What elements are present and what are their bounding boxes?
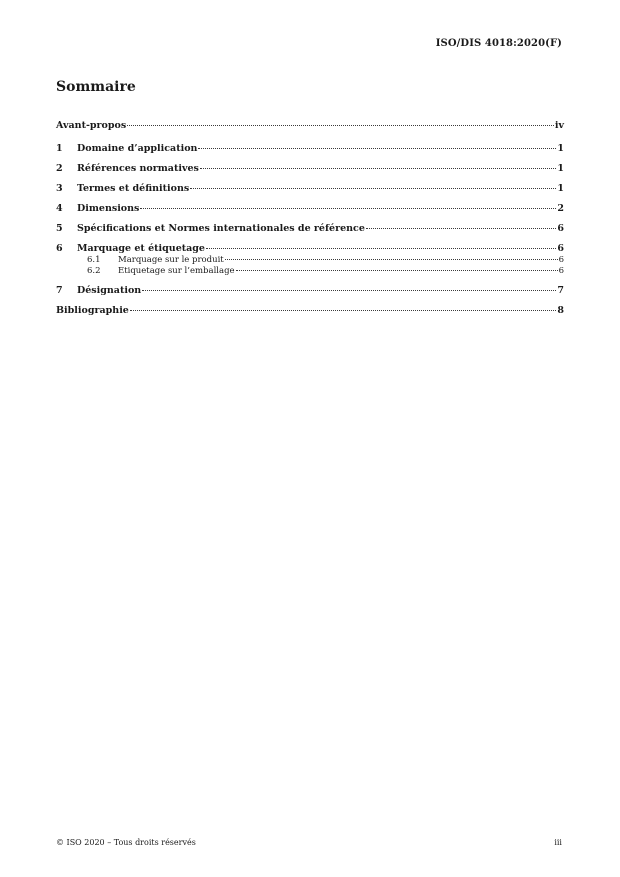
toc-entry[interactable]	[56, 183, 564, 195]
toc-entry[interactable]	[56, 120, 564, 132]
toc-dot-leader	[130, 310, 557, 311]
toc-entry[interactable]	[56, 255, 564, 266]
toc-entry[interactable]	[56, 203, 564, 215]
toc-entry[interactable]	[56, 223, 564, 235]
toc-entry[interactable]	[56, 285, 564, 297]
toc-entry-page: 2	[557, 203, 564, 214]
toc-entry-label: Etiquetage sur l’emballage	[118, 266, 235, 276]
toc-entry-label: Spécifications et Normes internationales de référence	[77, 223, 365, 234]
toc-dot-leader	[190, 188, 556, 189]
toc-entry-page: 6	[558, 255, 564, 265]
toc-dot-leader	[236, 270, 558, 271]
toc-entry-page: 1	[557, 163, 564, 174]
toc-entry-number: 6.1	[87, 255, 101, 265]
toc-entry-label: Domaine d’application	[77, 143, 198, 154]
toc-entry-label: Dimensions	[77, 203, 140, 214]
toc-dot-leader	[200, 168, 556, 169]
toc-entry-page: 1	[557, 183, 564, 194]
toc-entry-number: 7	[56, 285, 63, 296]
toc-entry-number: 1	[56, 143, 63, 154]
toc-entry[interactable]	[56, 305, 564, 317]
toc-entry-label: Désignation	[77, 285, 142, 296]
toc-entry-page: 1	[557, 143, 564, 154]
toc-entry-page: 8	[557, 305, 564, 316]
toc-entry-number: 2	[56, 163, 63, 174]
toc-entry-label: Marquage et étiquetage	[77, 243, 205, 254]
toc-entry-number: 5	[56, 223, 63, 234]
toc-entry-number: 3	[56, 183, 63, 194]
toc-entry-label: Termes et définitions	[77, 183, 190, 194]
toc-entry-label: Références normatives	[77, 163, 199, 174]
footer-copyright: © ISO 2020 – Tous droits réservés	[56, 838, 196, 847]
toc-dot-leader	[366, 228, 556, 229]
toc-entry-page: iv	[554, 120, 564, 131]
page-title: Sommaire	[56, 79, 136, 95]
toc-entry[interactable]	[56, 163, 564, 175]
toc-entry-page: 6	[557, 243, 564, 254]
toc-dot-leader	[225, 259, 558, 260]
toc-entry-label: Bibliographie	[56, 305, 129, 316]
toc-dot-leader	[198, 148, 556, 149]
table-of-contents	[56, 120, 564, 317]
toc-entry-label: Marquage sur le produit	[118, 255, 224, 265]
toc-entry[interactable]	[56, 266, 564, 277]
toc-entry-number: 6.2	[87, 266, 101, 276]
toc-entry[interactable]	[56, 143, 564, 155]
toc-entry-page: 7	[557, 285, 564, 296]
toc-dot-leader	[206, 248, 556, 249]
toc-dot-leader	[127, 125, 554, 126]
toc-entry-number: 4	[56, 203, 63, 214]
footer-page-number: iii	[554, 838, 562, 847]
toc-dot-leader	[142, 290, 556, 291]
toc-entry-label: Avant-propos	[56, 120, 127, 131]
toc-entry-number: 6	[56, 243, 63, 254]
toc-entry[interactable]	[56, 243, 564, 255]
document-identifier: ISO/DIS 4018:2020(F)	[435, 38, 562, 49]
toc-dot-leader	[140, 208, 556, 209]
toc-entry-page: 6	[557, 223, 564, 234]
toc-entry-page: 6	[558, 266, 564, 276]
